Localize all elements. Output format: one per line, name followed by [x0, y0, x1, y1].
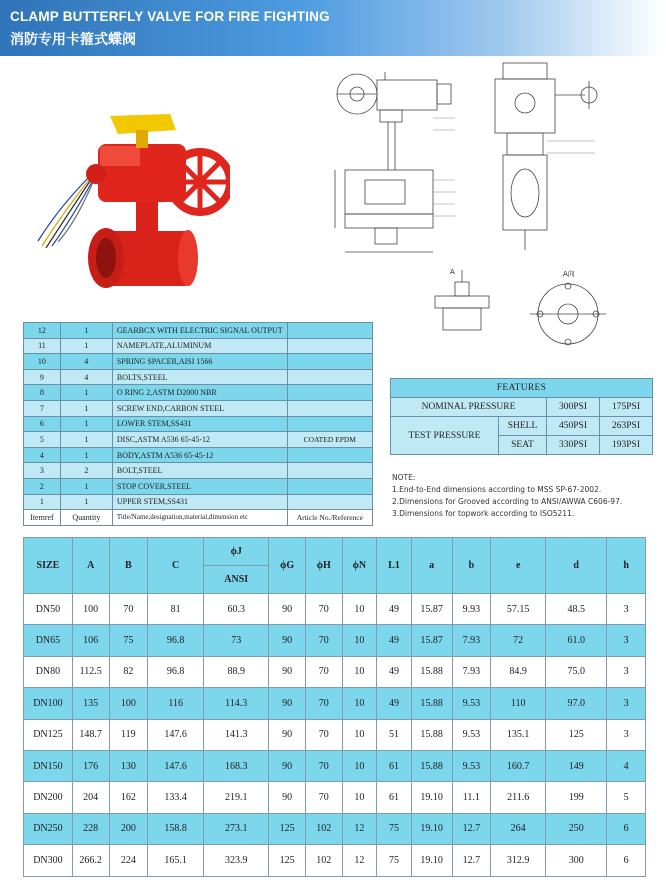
features-table: FEATURES NOMINAL PRESSURE 300PSI 175PSI TEST PRESSURE SHELL 450PSI 263PSI SEAT 330PSI 193PSI [390, 378, 653, 455]
table-footer-row: Itemref Quantity Title/Name,designation,material,dimension etc Article No./Reference [24, 510, 373, 526]
parts-table [23, 322, 373, 526]
table-row: DN150 176 130 147.6 168.3 90 70 10 61 15.88 9.53 160.7 149 4 [24, 750, 646, 781]
table-row: 10 4 SPRING SPACER,AISI 1566 [24, 354, 373, 370]
table-row: 4 1 BODY,ASTM A536 65-45-12 [24, 447, 373, 463]
table-row: DN125 148.7 119 147.6 141.3 90 70 10 51 15.88 9.53 135.1 125 3 [24, 719, 646, 750]
table-row: 6 1 LOWER STEM,SS431 [24, 416, 373, 432]
table-row: 3 2 BOLT,STEEL [24, 463, 373, 479]
table-row: 1 1 UPPER STEM,SS431 [24, 494, 373, 510]
table-row: DN100 135 100 116 114.3 90 70 10 49 15.88 9.53 110 97.0 3 [24, 688, 646, 719]
table-row: 12 1 GEARBCX WITH ELECTRIC SIGNAL OUTPUT [24, 323, 373, 339]
table-row: DN300 266.2 224 165.1 323.9 125 102 12 75 19.10 12.7 312.9 300 6 [24, 845, 646, 876]
view-a-label: A [450, 268, 455, 276]
table-row: 5 1 DISC,ASTM A536 65-45-12 COATED EPDM [24, 432, 373, 448]
table-row: 8 1 O RING 2,ASTM D2000 NBR [24, 385, 373, 401]
view-a-drawing [425, 268, 500, 343]
table-row: 9 4 BOLTS,STEEL [24, 369, 373, 385]
table-row: DN50 100 70 81 60.3 90 70 10 49 15.87 9.93 57.15 48.5 3 [24, 594, 646, 625]
table-row: 7 1 SCREW END,CARBON STEEL [24, 400, 373, 416]
page-header [0, 0, 666, 56]
dimensions-table: SIZE A B C ϕJ ϕG ϕH ϕN L1 a b e d h ANSI DN50 100 70 81 60.3 90 70 10 49 15.87 9.93 57.15 48.5 3 DN65 106 75 96.8 73 90 70 10 49 15.87 7.93 72 61.0 3 DN80 112.5 82 96.8 88.9 90 70 10 49 15.88 7.93 84.9 75.0 3 DN100 135 100 116 114.3 90 70 10 49 15.88 9.53 110 97.0 3 DN125 148.7 119 147.6 141.3 90 70 10 51 15.88 9.53 135.1 125 3 DN150 176 130 147.6 168.3 90 70 10 61 15.88 9.53 160.7 149 4 DN200 204 162 133.4 219.1 90 70 10 61 19.10 11.1 211.6 199 5 DN250 228 200 158.8 273.1 125 102 12 75 19.10 12.7 264 250 6 DN300 266.2 224 165.1 323.9 125 102 12 75 19.10 12.7 312.9 300 6 [23, 537, 646, 877]
view-a-direction-label: A向 [563, 270, 575, 278]
front-view-drawing [485, 55, 645, 260]
valve-photo [30, 96, 230, 306]
table-row: 2 1 STOP COVER,STEEL [24, 478, 373, 494]
features-title: FEATURES [391, 379, 653, 398]
table-row: 11 1 NAMEPLATE,ALUMINUM [24, 338, 373, 354]
table-row: DN250 228 200 158.8 273.1 125 102 12 75 19.10 12.7 264 250 6 [24, 813, 646, 844]
table-row: DN65 106 75 96.8 73 90 70 10 49 15.87 7.93 72 61.0 3 [24, 625, 646, 656]
table-row: DN200 204 162 133.4 219.1 90 70 10 61 19.10 11.1 211.6 199 5 [24, 782, 646, 813]
view-a-direction-drawing [520, 272, 620, 350]
title-english: CLAMP BUTTERFLY VALVE FOR FIRE FIGHTING [10, 9, 330, 24]
table-row: DN80 112.5 82 96.8 88.9 90 70 10 49 15.88 7.93 84.9 75.0 3 [24, 656, 646, 687]
side-view-drawing [325, 62, 460, 262]
title-chinese: 消防专用卡箍式蝶阀 [10, 32, 136, 48]
notes: NOTE: 1.End-to-End dimensions according to MSS SP-67-2002. 2.Dimensions for Grooved according to ANSI/AWWA C606-97. 3.Dimensions for topwork according to ISO5211. [392, 473, 623, 518]
